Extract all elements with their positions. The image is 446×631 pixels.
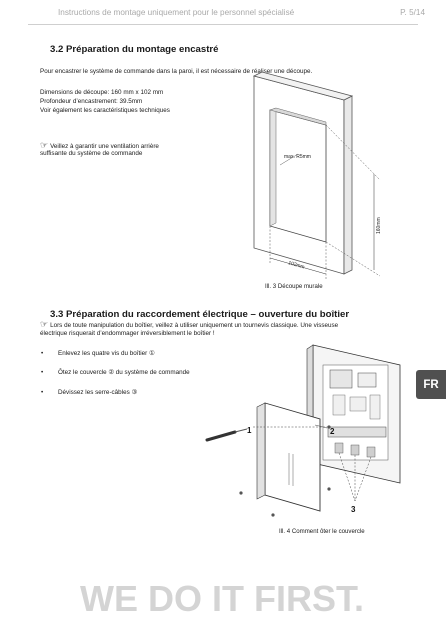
relay xyxy=(358,373,376,387)
ventilation-note-line-2: suffisante du système de commande xyxy=(40,150,143,157)
housing-cover-side xyxy=(257,403,265,499)
component-b xyxy=(350,397,366,411)
radius-label: max. R5mm xyxy=(284,154,311,160)
pointing-hand-icon: ☞ xyxy=(40,319,49,329)
see-technical-data: Voir également les caractéristiques techniques xyxy=(40,107,170,114)
terminal-block xyxy=(328,427,386,437)
transformer xyxy=(330,370,352,388)
installation-depth: Profondeur d’encastrement: 39.5mm xyxy=(40,98,143,105)
cutout-dimensions: Dimensions de découpe: 160 mm x 102 mm xyxy=(40,89,164,96)
figure-4-caption: Ill. 4 Comment ôter le couvercle xyxy=(279,528,365,535)
step-loosen-cable-clamps: • Dévissez les serre-câbles ③ xyxy=(40,389,446,397)
housing-opening-figure xyxy=(195,335,420,525)
component-c xyxy=(370,395,380,419)
section-heading-3-2: 3.2 Préparation du montage encastré xyxy=(50,44,219,55)
callout-1: 1 xyxy=(247,426,252,435)
callout-3: 3 xyxy=(351,505,356,514)
ventilation-note-line-1: ☞ Veillez à garantir une ventilation arrière xyxy=(40,140,159,150)
header-divider xyxy=(28,24,418,25)
callout-2: 2 xyxy=(330,427,335,436)
brand-slogan: WE DO IT FIRST. xyxy=(80,578,364,619)
screw-4 xyxy=(327,487,330,490)
step-remove-cover: • Ôtez le couvercle ② du système de commande xyxy=(40,369,446,377)
screwdriver-shaft xyxy=(235,429,247,432)
cutout-opening xyxy=(270,110,326,242)
step-remove-screws: • Enlevez les quatre vis du boîtier ① xyxy=(40,350,446,358)
cable-clamp-3 xyxy=(367,447,375,457)
screw-1 xyxy=(239,491,242,494)
width-label: 102mm xyxy=(287,260,306,271)
language-tab: FR xyxy=(416,370,446,399)
screw-2 xyxy=(271,513,274,516)
height-label: 160mm xyxy=(376,217,382,234)
housing-cover xyxy=(265,403,320,511)
pointing-hand-icon: ☞ xyxy=(40,140,49,150)
screwdriver-handle xyxy=(207,432,235,440)
cutout-inner-side xyxy=(270,108,276,226)
wall-side-face xyxy=(344,96,352,274)
cable-clamp-2 xyxy=(351,445,359,455)
page-number: P. 5/14 xyxy=(400,8,425,17)
section-3-2-intro: Pour encastrer le système de commande dans la paroi, il est nécessaire de réaliser une découpe. xyxy=(40,68,313,75)
component-a xyxy=(333,395,345,415)
section-heading-3-3: 3.3 Préparation du raccordement électrique – ouverture du boîtier xyxy=(50,309,350,320)
cable-clamp-1 xyxy=(335,443,343,453)
running-header-title: Instructions de montage uniquement pour le personnel spécialisé xyxy=(58,8,295,17)
warning-line-1: ☞ Lors de toute manipulation du boîtier, veillez à utiliser uniquement un tournevis classique. Une visseuse xyxy=(40,319,339,329)
wall-cutout-figure xyxy=(240,70,400,290)
figure-3-caption: Ill. 3 Découpe murale xyxy=(265,283,323,290)
warning-line-2: électrique risquerait d’endommager irréversiblement le boîtier ! xyxy=(40,330,215,337)
